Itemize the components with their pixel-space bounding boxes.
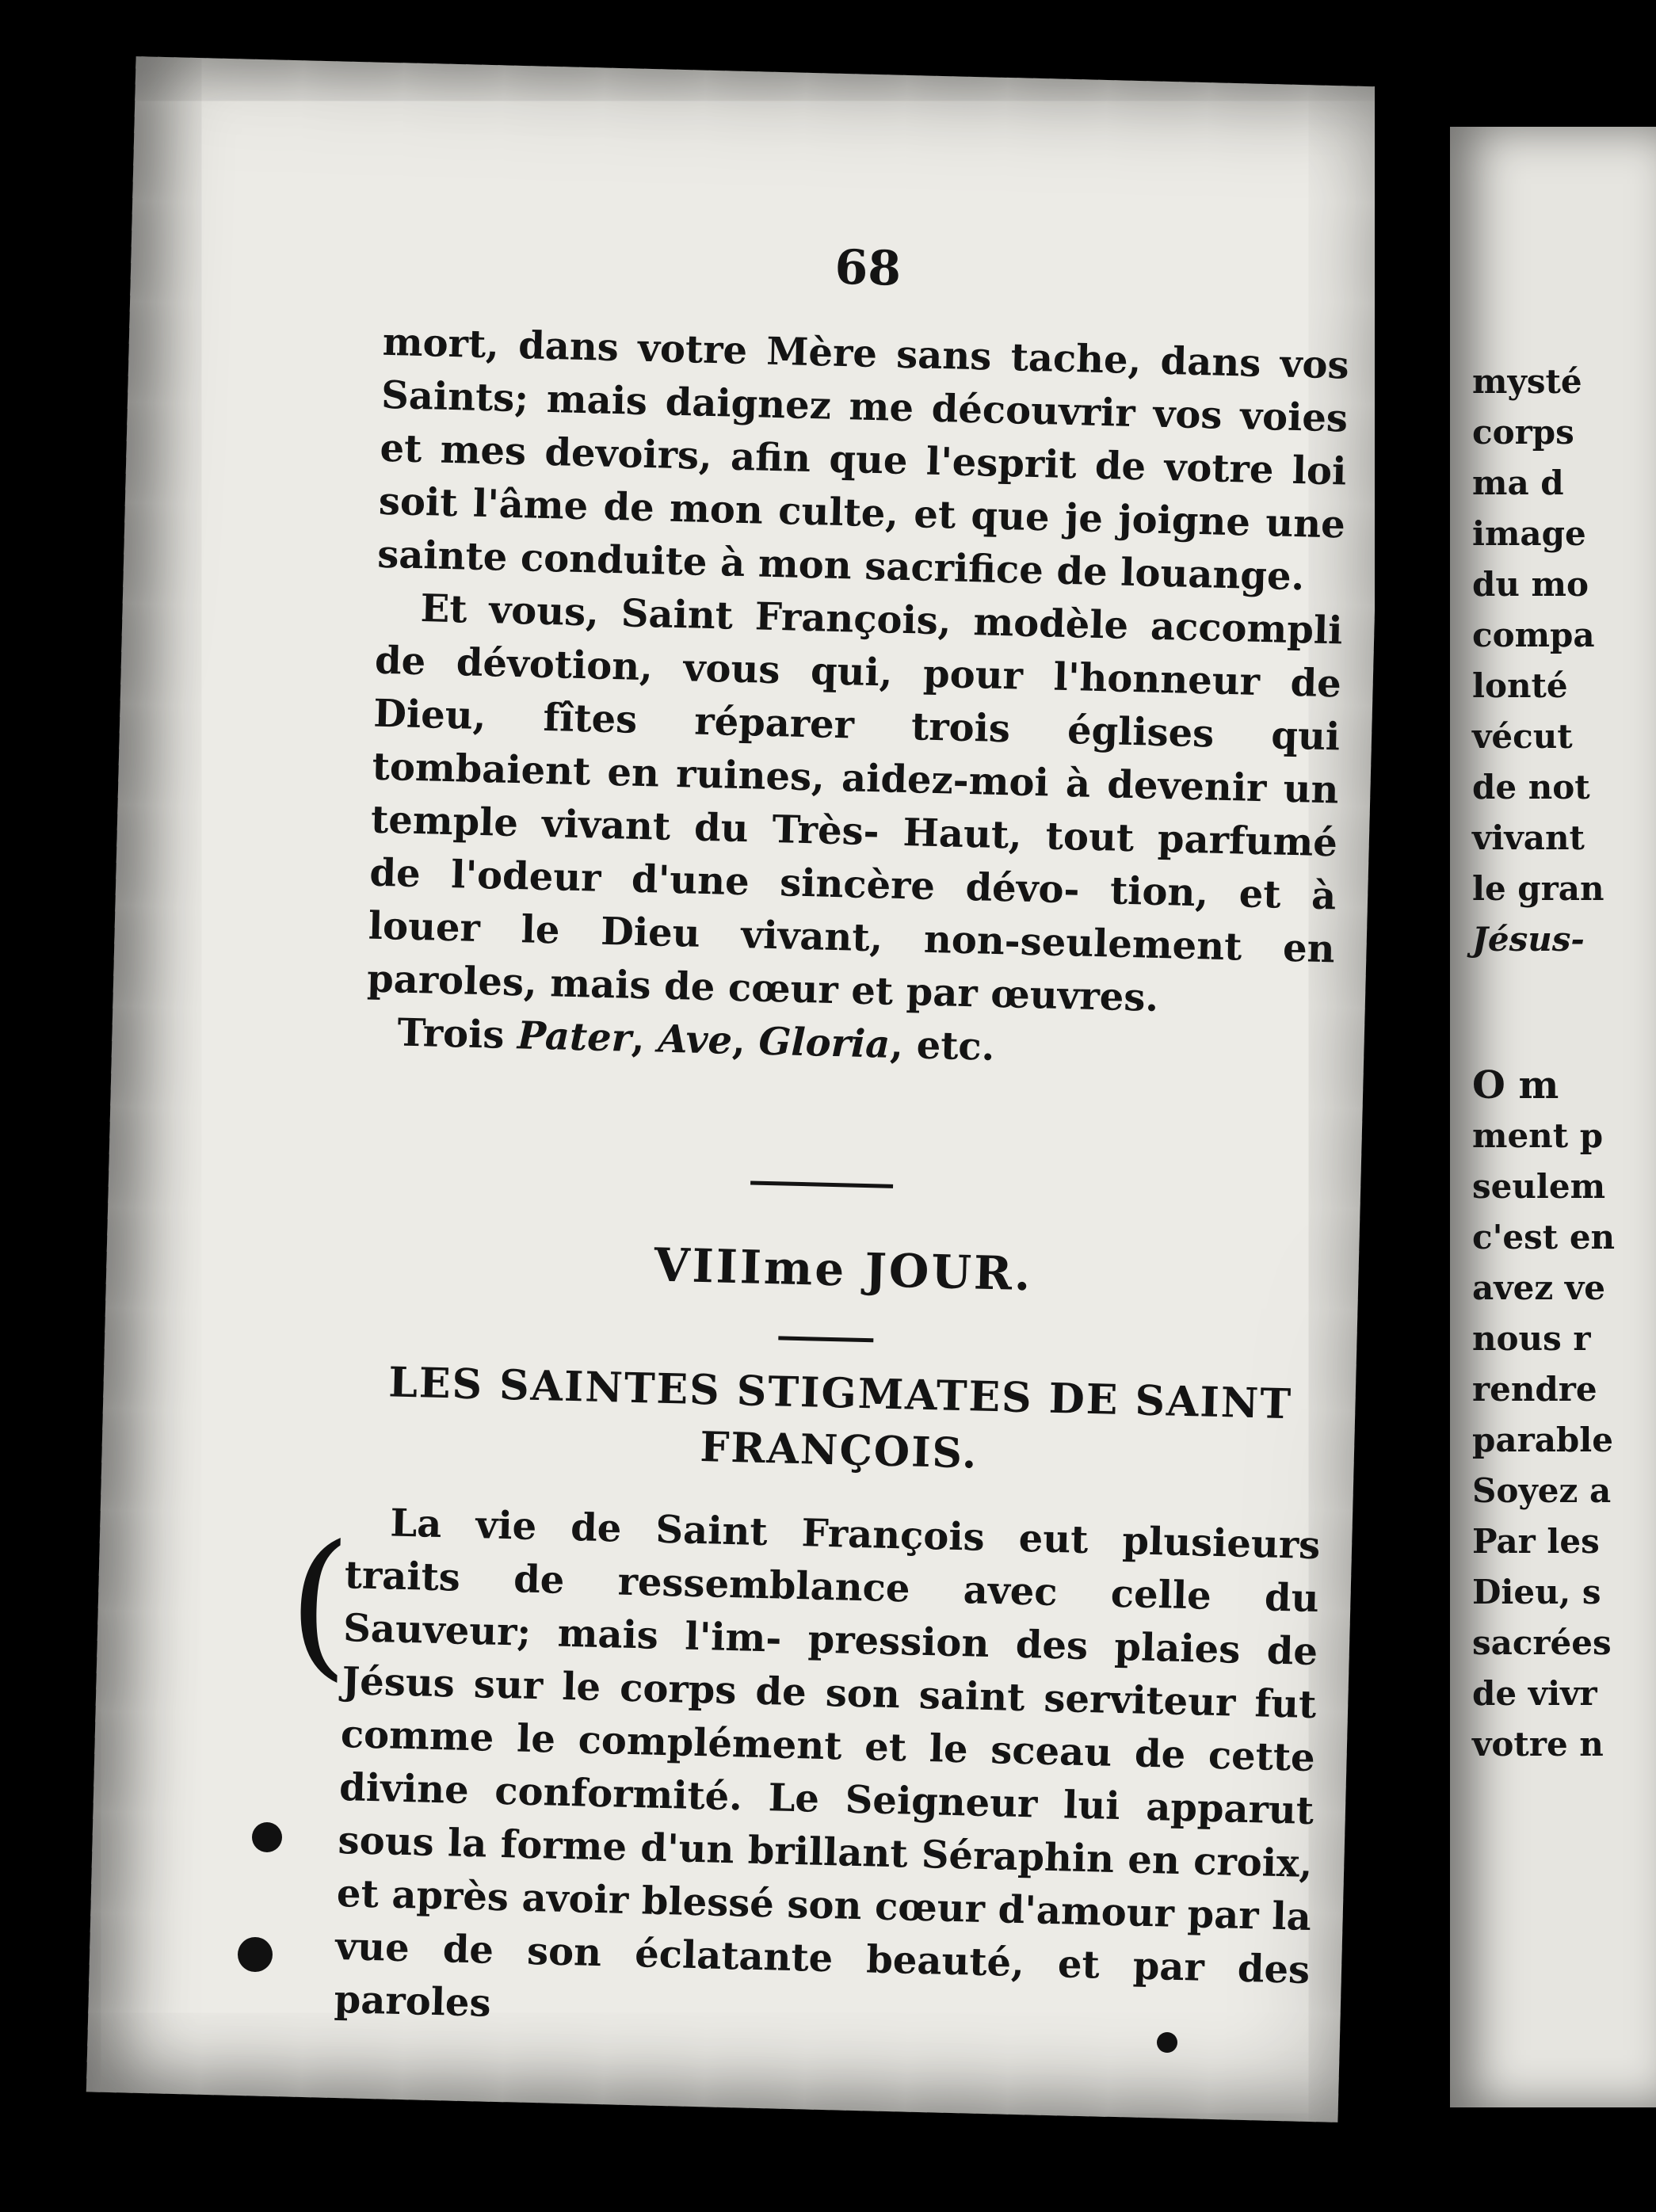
facing-line: compa [1472, 616, 1595, 654]
text-line: dévotion, vous qui, pour l'honneur de Dieu, fîtes [372, 640, 1342, 742]
chapter-title-line: FRANÇOIS. [699, 1423, 979, 1478]
facing-line: Jésus- [1472, 920, 1585, 959]
margin-bracket-mark: ( [286, 1510, 353, 1697]
ink-speck [1157, 2032, 1177, 2053]
ink-speck [238, 1937, 273, 1972]
facing-line: Par les [1472, 1522, 1600, 1561]
facing-line: lonté [1472, 666, 1568, 705]
left-page [86, 56, 1387, 2122]
chapter-title [355, 1353, 1324, 1491]
facing-line: Dieu, s [1472, 1573, 1601, 1611]
prayer-ave: Ave [657, 1016, 733, 1063]
section-divider [778, 1336, 873, 1342]
text-line: aidez-moi à devenir un temple vivant du Très- [370, 756, 1340, 855]
facing-line: de vivr [1472, 1674, 1597, 1713]
facing-line: nous r [1472, 1319, 1591, 1358]
text-line: afin que l'esprit de votre loi soit l'âme de mon [378, 434, 1347, 533]
section-divider [750, 1180, 893, 1188]
facing-line: rendre [1472, 1370, 1597, 1409]
text-line: pression des plaies de Jésus sur le corps de son [341, 1617, 1318, 1718]
facing-line: vécut [1472, 717, 1573, 756]
prayer-separator: , [631, 1016, 659, 1062]
text-line: apparut sous la forme d'un brillant Séraphin en [338, 1784, 1314, 1883]
facing-line: avez ve [1472, 1268, 1605, 1307]
facing-line: sacrées [1472, 1623, 1612, 1662]
text-line: la vue de son éclatante beauté, et par des paroles [334, 1894, 1312, 2026]
text-line: croix, et après avoir blessé son cœur d'amour par [336, 1839, 1314, 1939]
facing-line: votre n [1472, 1725, 1604, 1764]
text-line: Et vous, Saint François, modèle accompli de [374, 586, 1344, 685]
facing-line: O m [1472, 1063, 1559, 1108]
text-line: saint serviteur fut comme le complément et le [340, 1672, 1317, 1772]
facing-line: image [1472, 514, 1586, 553]
opening-text [365, 316, 1350, 1083]
facing-line: ma d [1472, 463, 1564, 502]
facing-line: mysté [1472, 362, 1582, 401]
facing-line: parable [1472, 1421, 1613, 1459]
facing-line: c'est en [1472, 1218, 1616, 1257]
text-line: réparer trois églises qui tombaient en ruines, [372, 699, 1341, 800]
facing-line: Soyez a [1472, 1471, 1612, 1510]
prayer-separator: , [731, 1018, 760, 1064]
page-number: 68 [834, 239, 902, 297]
prayer-pater: Pater [517, 1013, 632, 1061]
facing-line: le gran [1472, 869, 1604, 908]
facing-line: corps [1472, 413, 1574, 452]
facing-spacer [1472, 965, 1615, 1060]
prayer-suffix: , etc. [889, 1022, 996, 1070]
left-page-content [286, 229, 1352, 2026]
opening-paragraph [377, 316, 1350, 605]
facing-page-text [1472, 357, 1615, 1770]
facing-line: du mo [1472, 565, 1589, 604]
facing-line: de not [1472, 768, 1590, 807]
text-line: mais daignez me découvrir vos voies et mes devoirs, [379, 376, 1349, 479]
paragraph-two [366, 582, 1343, 1030]
ink-speck [252, 1822, 282, 1852]
facing-line: ment p [1472, 1116, 1604, 1155]
book-gutter [1375, 0, 1391, 2212]
text-line: sacrifice de louange. [864, 543, 1305, 600]
text-line: paroles, mais de cœur et par œuvres. [366, 956, 1159, 1020]
text-line: tion, et à louer le Dieu vivant, non-seulement en [368, 868, 1337, 972]
text-line: ressemblance avec celle du Sauveur; mais l'im- [342, 1559, 1320, 1661]
prayer-prefix: Trois [396, 1010, 518, 1058]
text-line: Haut, tout parfumé de l'odeur d'une sincère dévo- [368, 810, 1338, 913]
chapter-paragraph [334, 1496, 1321, 2050]
text-line: culte, et que je joigne une sainte conduite à mon [376, 489, 1346, 589]
day-heading: VIIIme JOUR. [653, 1238, 1034, 1302]
text-line: sceau de cette divine conformité. Le Seigneur lui [338, 1728, 1316, 1829]
text-line: mort, dans votre Mère sans tache, dans vos Saints; [380, 319, 1350, 421]
prayer-gloria: Gloria [757, 1019, 891, 1067]
chapter-title-line: LES SAINTES STIGMATES DE SAINT [387, 1358, 1293, 1429]
facing-page [1450, 127, 1656, 2107]
text-line: La vie de Saint François eut plusieurs traits de [344, 1501, 1321, 1603]
facing-line: seulem [1472, 1167, 1606, 1206]
facing-line: vivant [1472, 818, 1585, 857]
